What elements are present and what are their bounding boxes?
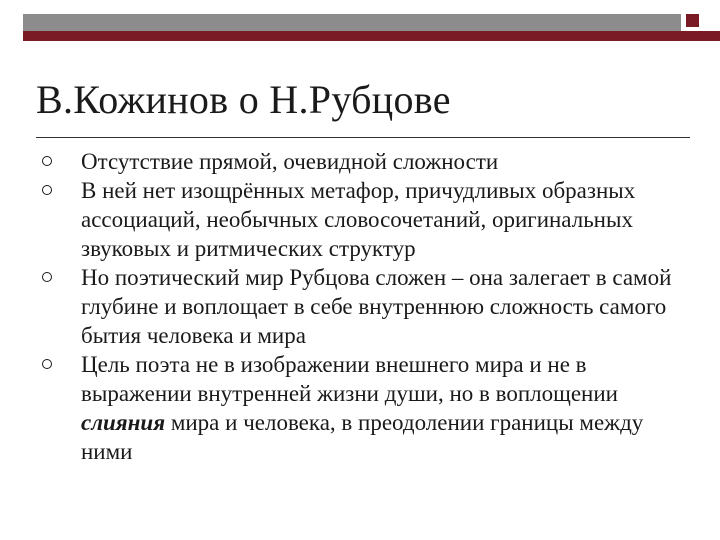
slide-title: В.Кожинов о Н.Рубцове bbox=[36, 77, 451, 122]
bullet-text: В ней нет изощрённых метафор, причудливых образных ассоциаций, необычных словосочетаний, оригинальных звуковых и ритмических структур bbox=[81, 178, 636, 261]
top-accent-bar bbox=[23, 31, 720, 41]
bullet-text-after: мира и человека, в преодолении границы между ними bbox=[81, 410, 644, 464]
hollow-circle-bullet-icon bbox=[42, 272, 52, 282]
bullet-text: Отсутствие прямой, очевидной сложности bbox=[81, 149, 499, 174]
hollow-circle-bullet-icon bbox=[42, 359, 52, 369]
bullet-text: Но поэтический мир Рубцова сложен – она залегает в самой глубине и воплощает в себе внутреннюю сложность самого бытия человека и мира bbox=[81, 265, 672, 348]
bullet-list bbox=[42, 147, 692, 466]
bullet-text-before: Цель поэта не в изображении внешнего мира и не в выражении внутренней жизни души, но в воплощении bbox=[81, 352, 618, 406]
bullet-item-4 bbox=[42, 350, 692, 466]
bullet-item-2 bbox=[42, 176, 692, 263]
hollow-circle-bullet-icon bbox=[42, 156, 52, 166]
bullet-emphasis: слияния bbox=[81, 410, 166, 435]
top-gray-bar bbox=[23, 14, 681, 31]
bullet-item-3 bbox=[42, 263, 692, 350]
corner-square-icon bbox=[686, 14, 699, 27]
hollow-circle-bullet-icon bbox=[42, 185, 52, 195]
bullet-item-1 bbox=[42, 147, 692, 176]
title-divider bbox=[36, 137, 690, 138]
